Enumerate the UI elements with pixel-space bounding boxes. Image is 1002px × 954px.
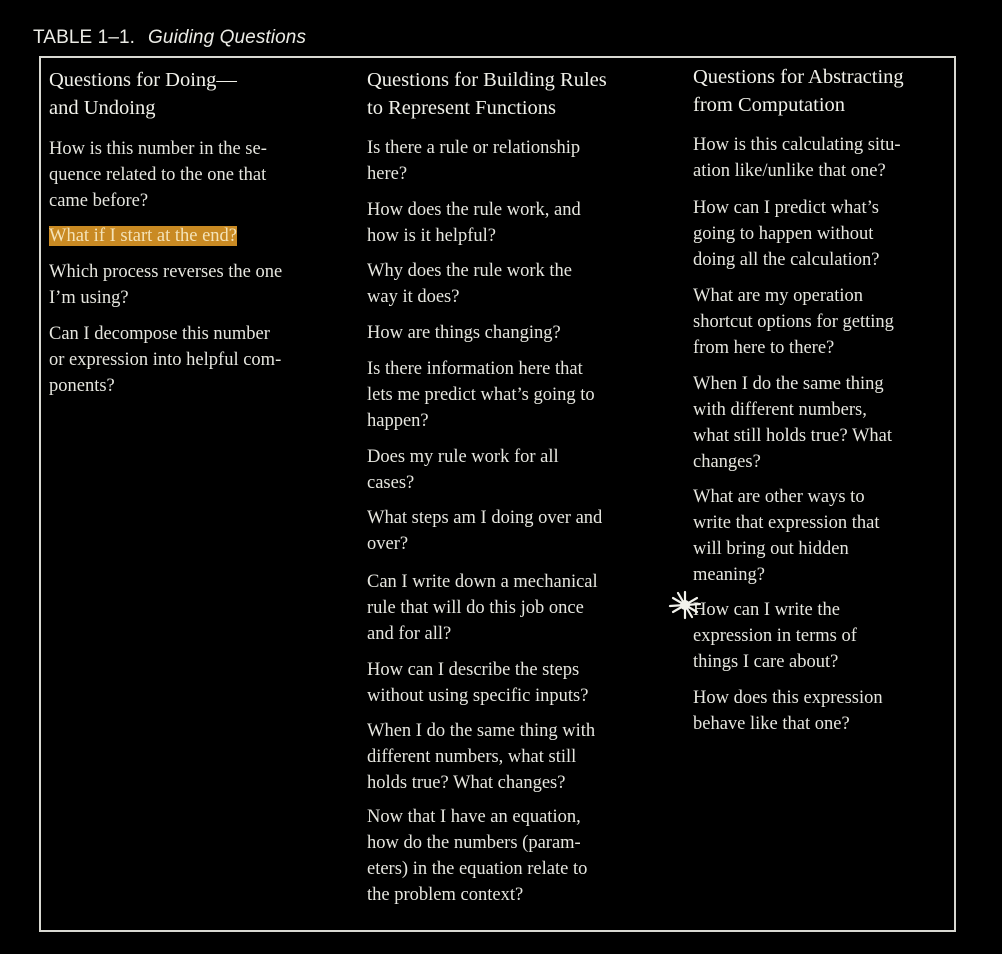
question-item: How can I predict what’s going to happen without doing all the calculation? <box>693 198 880 270</box>
question-item: Can I write down a mechanical rule that will do this job once and for all? <box>367 572 598 644</box>
question-item: Is there a rule or relationship here? <box>367 138 581 184</box>
question-item: Which process reverses the one I’m using? <box>49 262 283 308</box>
star-mark-icon <box>668 588 702 622</box>
question-item: How does this expression behave like that one? <box>693 688 883 734</box>
question-item: Now that I have an equation, how do the numbers (param- eters) in the equation relate to the problem context? <box>367 807 588 905</box>
question-item: What are my operation shortcut options for getting from here to there? <box>693 286 894 358</box>
question-item: How is this calculating situ- ation like/unlike that one? <box>693 135 901 181</box>
question-item-highlighted <box>49 223 237 249</box>
question-item: How does the rule work, and how is it helpful? <box>367 200 581 246</box>
table-label: TABLE 1–1. <box>33 27 136 48</box>
table-caption <box>33 27 306 49</box>
question-item: What steps am I doing over and over? <box>367 508 603 554</box>
question-item: How can I write the expression in terms of things I care about? <box>693 600 857 672</box>
question-item: When I do the same thing with different numbers, what still holds true? What changes? <box>367 721 596 793</box>
column-header: Questions for Building Rules to Represent Functions <box>367 69 607 119</box>
question-item: How can I describe the steps without using specific inputs? <box>367 660 589 706</box>
question-item: Does my rule work for all cases? <box>367 447 559 493</box>
question-item: Can I decompose this number or expression into helpful com- ponents? <box>49 324 282 396</box>
question-item: What are other ways to write that expression that will bring out hidden meaning? <box>693 487 880 585</box>
question-item: Why does the rule work the way it does? <box>367 261 572 307</box>
column-header: Questions for Doing— and Undoing <box>49 69 237 119</box>
question-item: How are things changing? <box>367 323 561 343</box>
table-title: Guiding Questions <box>148 27 307 48</box>
text-highlight: What if I start at the end? <box>49 226 237 246</box>
question-item: When I do the same thing with different numbers, what still holds true? What changes? <box>693 374 893 472</box>
question-item: How is this number in the se- quence related to the one that came before? <box>49 139 267 211</box>
column-header: Questions for Abstracting from Computation <box>693 66 904 116</box>
question-item: Is there information here that lets me predict what’s going to happen? <box>367 359 595 431</box>
